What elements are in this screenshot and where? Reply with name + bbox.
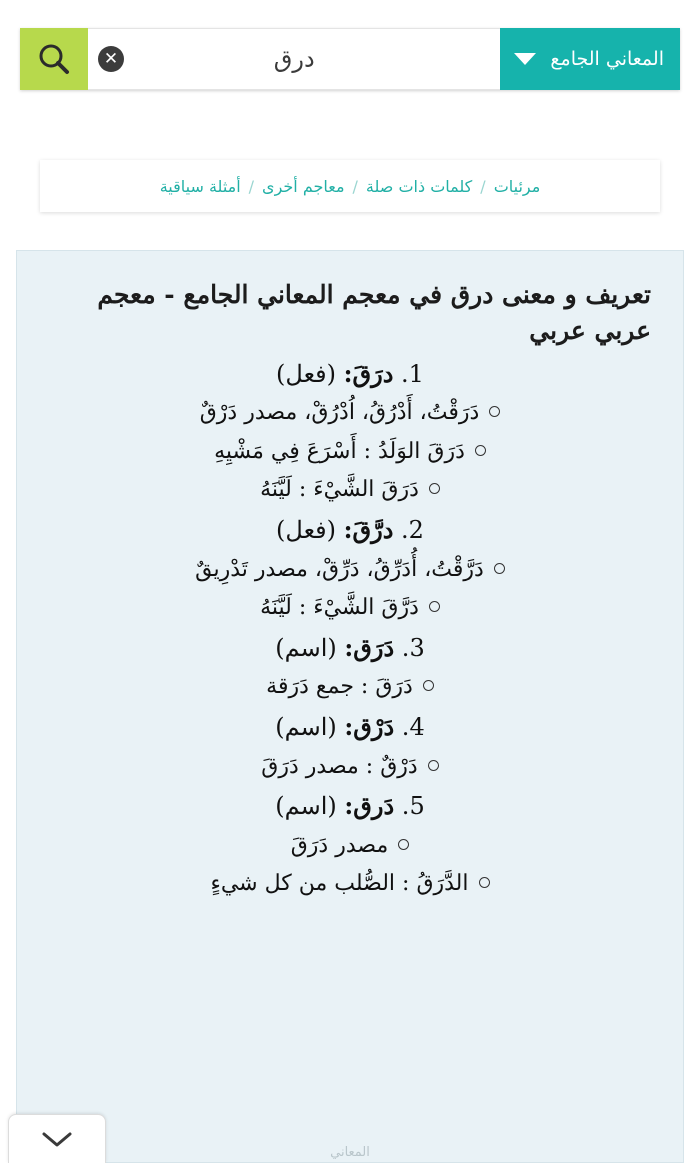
breadcrumb-separator: / — [480, 176, 486, 196]
sense-heading — [45, 510, 655, 551]
definition-card — [16, 250, 684, 1163]
list-item — [45, 589, 655, 628]
breadcrumb-separator: / — [248, 176, 255, 196]
definition-text: مصدر دَرَقَ — [290, 832, 389, 858]
list-item — [45, 865, 655, 904]
sense-lemma: دَرْق: — [344, 711, 395, 741]
link-contextual-examples[interactable]: أمثلة سياقية — [159, 176, 241, 196]
definition-text: الدَّرَقُ : الصُّلب من كل شيءٍ — [210, 871, 469, 897]
chevron-down-icon — [514, 53, 536, 65]
list-item — [45, 551, 655, 590]
sense-item — [45, 707, 655, 786]
dictionary-selector-label: المعاني الجامع — [550, 47, 664, 70]
sense-number: 2. — [401, 515, 424, 544]
search-icon — [35, 40, 73, 78]
list-item — [45, 748, 655, 787]
sense-item — [45, 510, 655, 628]
link-other-dictionaries[interactable]: معاجم أخرى — [262, 176, 345, 196]
watermark: المعاني — [330, 1145, 370, 1160]
definition-text: دَرَقَ : جمع دَرَقة — [266, 674, 413, 700]
bullet-icon — [428, 760, 439, 771]
bullet-icon — [479, 877, 490, 888]
search-field-wrapper — [88, 28, 500, 90]
sense-number: 1. — [401, 359, 424, 388]
sense-heading — [45, 628, 655, 669]
bullet-icon — [398, 839, 409, 850]
definition-text: دَرَقَ الوَلَدُ : أَسْرَعَ فِي مَشْيِهِ — [214, 438, 465, 464]
breadcrumb-separator: / — [352, 176, 358, 196]
definition-text: دَرَّقَ الشَّيْءَ : لَيَّنَهُ — [260, 595, 419, 621]
search-bar — [20, 28, 680, 90]
definition-list — [45, 668, 655, 707]
sense-item — [45, 786, 655, 904]
link-related-words[interactable]: كلمات ذات صلة — [365, 176, 473, 196]
definition-text: دَرَقَ الشَّيْءَ : لَيَّنَهُ — [260, 477, 419, 503]
sense-lemma: دَرَق: — [344, 632, 395, 662]
sense-heading — [45, 354, 655, 395]
sense-number: 5. — [401, 792, 425, 821]
definition-list — [45, 827, 655, 904]
sense-heading — [45, 707, 655, 748]
sense-pos: (اسم) — [275, 633, 337, 662]
sense-pos: (اسم) — [275, 792, 337, 821]
bullet-icon — [475, 445, 486, 456]
bullet-icon — [494, 563, 505, 574]
link-visuals[interactable]: مرئيات — [493, 176, 541, 196]
chevron-down-icon — [39, 1128, 75, 1150]
sense-list — [45, 354, 655, 904]
list-item — [45, 471, 655, 510]
bullet-icon — [429, 483, 440, 494]
sense-pos: (اسم) — [275, 712, 337, 741]
search-input[interactable] — [110, 44, 478, 74]
breadcrumb — [40, 160, 660, 212]
sense-lemma: درَّقَ: — [343, 514, 394, 544]
definition-list — [45, 394, 655, 510]
sense-pos: (فعل) — [276, 359, 336, 388]
list-item — [45, 668, 655, 707]
circle-x-icon[interactable]: ✕ — [98, 46, 124, 72]
bullet-icon — [489, 406, 500, 417]
collapse-tab-button[interactable] — [8, 1114, 106, 1163]
search-button[interactable] — [20, 28, 88, 90]
sense-number: 4. — [401, 712, 425, 741]
definition-list — [45, 748, 655, 787]
sense-item — [45, 628, 655, 707]
list-item — [45, 827, 655, 866]
list-item — [45, 433, 655, 472]
sense-lemma: درَقَ: — [343, 358, 394, 388]
dictionary-selector[interactable] — [500, 28, 680, 90]
sense-item — [45, 354, 655, 510]
sense-number: 3. — [401, 633, 425, 662]
bullet-icon — [423, 680, 434, 691]
sense-heading — [45, 786, 655, 827]
definition-text: دَرَقْتُ، أَدْرُقُ، اُدْرُقْ، مصدر دَرْقٌ — [199, 400, 480, 426]
definition-text: دَرْقٌ : مصدر دَرَقَ — [261, 753, 418, 779]
definition-text: دَرَّقْتُ، أُدَرِّقُ، دَرِّقْ، مصدر تَدْرِيقٌ — [195, 556, 484, 582]
sense-pos: (فعل) — [276, 515, 336, 544]
definition-list — [45, 551, 655, 628]
page-title: تعريف و معنى درق في معجم المعاني الجامع - معجم عربي عربي — [97, 280, 651, 346]
bullet-icon — [429, 601, 440, 612]
sense-lemma: دَرق: — [344, 791, 395, 821]
list-item — [45, 394, 655, 433]
